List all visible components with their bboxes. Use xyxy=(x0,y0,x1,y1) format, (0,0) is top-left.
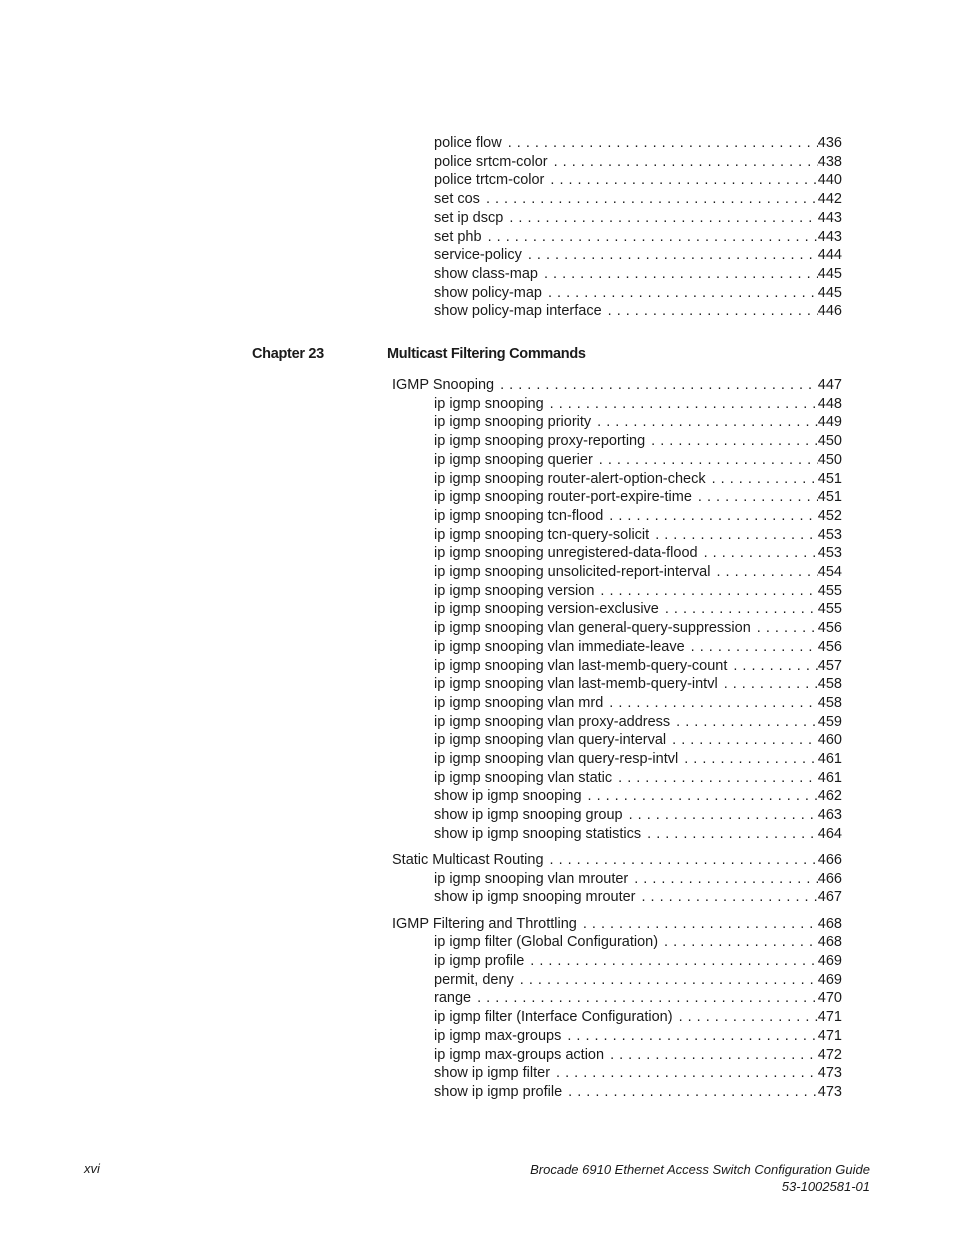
toc-entry-label: show ip igmp filter xyxy=(434,1065,551,1082)
dot-leader xyxy=(509,209,817,228)
toc-entry[interactable] xyxy=(434,488,842,507)
toc-entry-page: 436 xyxy=(817,135,842,151)
dot-leader xyxy=(757,619,818,638)
dot-leader xyxy=(655,526,818,545)
dot-leader xyxy=(609,507,818,526)
toc-entry-page: 438 xyxy=(817,153,842,170)
toc-entry-label: ip igmp max-groups action xyxy=(434,1046,605,1063)
toc-entry-page: 462 xyxy=(817,788,842,805)
toc-entry[interactable] xyxy=(434,888,842,907)
toc-entry-page: 458 xyxy=(817,694,842,711)
toc-entry-label: ip igmp filter (Global Configuration) xyxy=(434,934,659,951)
dot-leader xyxy=(672,731,818,750)
toc-entry[interactable] xyxy=(434,1064,842,1083)
dot-leader xyxy=(488,228,818,247)
chapter-title: Multicast Filtering Commands xyxy=(387,346,586,362)
toc-entry[interactable] xyxy=(434,265,842,284)
toc-entry[interactable] xyxy=(434,971,842,990)
toc-entry-page: 450 xyxy=(817,451,842,468)
toc-entry-label: ip igmp snooping vlan immediate-leave xyxy=(434,638,685,655)
toc-entry[interactable] xyxy=(434,1027,842,1046)
dot-leader xyxy=(520,971,818,990)
dot-leader xyxy=(618,769,818,788)
toc-entry-label: permit, deny xyxy=(434,971,514,988)
footer-doc-info xyxy=(530,1161,870,1195)
toc-entry-page: 455 xyxy=(817,601,842,618)
toc-entry[interactable] xyxy=(434,675,842,694)
toc-entry-label: IGMP Snooping xyxy=(392,377,495,393)
dot-leader xyxy=(528,246,818,265)
toc-entry-page: 452 xyxy=(817,507,842,524)
dot-leader xyxy=(544,265,818,284)
toc-entry-page: 447 xyxy=(817,377,842,393)
toc-entry-label: ip igmp snooping proxy-reporting xyxy=(434,433,646,450)
toc-entry-page: 453 xyxy=(817,526,842,543)
toc-entry-page: 448 xyxy=(817,395,842,412)
toc-entry[interactable] xyxy=(434,228,842,247)
toc-entry[interactable] xyxy=(434,933,842,952)
toc-entry-label: ip igmp snooping querier xyxy=(434,451,593,468)
toc-entry-page: 442 xyxy=(817,191,842,208)
dot-leader xyxy=(583,915,818,934)
toc-entry-page: 457 xyxy=(817,657,842,674)
dot-leader xyxy=(599,451,818,470)
dot-leader xyxy=(556,1064,818,1083)
toc-entry-label: ip igmp snooping tcn-query-solicit xyxy=(434,526,650,543)
toc-entry[interactable] xyxy=(434,638,842,657)
toc-entry-label: ip igmp snooping version-exclusive xyxy=(434,601,659,618)
toc-entry-label: ip igmp snooping tcn-flood xyxy=(434,507,604,524)
toc-entry-page: 468 xyxy=(817,915,842,932)
footer-doc-number: 53-1002581-01 xyxy=(781,1179,870,1194)
toc-entry-label: service-policy xyxy=(434,247,522,264)
toc-entry[interactable] xyxy=(434,952,842,971)
toc-entry-page: 459 xyxy=(817,713,842,730)
toc-entry[interactable] xyxy=(434,451,842,470)
toc-entry-page: 461 xyxy=(817,769,842,786)
toc-entry-label: ip igmp max-groups xyxy=(434,1027,562,1044)
toc-section[interactable] xyxy=(392,851,842,870)
toc-section[interactable] xyxy=(392,915,842,934)
toc-entry-page: 451 xyxy=(817,489,842,506)
dot-leader xyxy=(550,851,818,870)
toc-entry-page: 450 xyxy=(817,433,842,450)
toc-entry-page: 458 xyxy=(817,676,842,693)
toc-entry-label: ip igmp snooping vlan last-memb-query-intvl xyxy=(434,676,718,693)
toc-entry-page: 466 xyxy=(817,852,842,868)
dot-leader xyxy=(704,544,818,563)
toc-entry-page: 446 xyxy=(817,303,842,320)
toc-entry-page: 445 xyxy=(817,265,842,282)
toc-entry[interactable] xyxy=(434,507,842,526)
toc-entry[interactable] xyxy=(434,395,842,414)
dot-leader xyxy=(550,395,818,414)
dot-leader xyxy=(548,284,818,303)
toc-entry-label: range xyxy=(434,990,472,1007)
toc-entry[interactable] xyxy=(434,713,842,732)
toc-entry-label: set phb xyxy=(434,228,482,245)
toc-entry-page: 443 xyxy=(817,209,842,226)
toc-entry[interactable] xyxy=(434,825,842,844)
toc-entry-label: ip igmp snooping vlan mrouter xyxy=(434,870,629,887)
toc-entry[interactable] xyxy=(434,750,842,769)
toc-entry[interactable] xyxy=(434,787,842,806)
toc-entry-label: IGMP Filtering and Throttling xyxy=(392,915,577,932)
dot-leader xyxy=(629,806,818,825)
toc-entry-page: 456 xyxy=(817,620,842,637)
toc-entry-page: 473 xyxy=(817,1065,842,1082)
dot-leader xyxy=(477,989,818,1008)
toc-entry-page: 460 xyxy=(817,732,842,749)
footer-page-number: xvi xyxy=(84,1161,100,1176)
dot-leader xyxy=(698,488,818,507)
toc-entry-label: show policy-map xyxy=(434,284,542,301)
dot-leader xyxy=(508,134,818,153)
toc-entry-label: ip igmp snooping router-port-expire-time xyxy=(434,489,692,506)
dot-leader xyxy=(567,1027,817,1046)
toc-entry[interactable] xyxy=(434,1046,842,1065)
dot-leader xyxy=(724,675,818,694)
toc-entry[interactable] xyxy=(434,1008,842,1027)
toc-entry[interactable] xyxy=(434,134,842,153)
dot-leader xyxy=(609,694,818,713)
toc-entry[interactable] xyxy=(434,769,842,788)
toc-entry-label: ip igmp snooping vlan proxy-address xyxy=(434,713,671,730)
dot-leader xyxy=(597,413,818,432)
toc-entry[interactable] xyxy=(434,284,842,303)
toc-entry-label: show ip igmp snooping xyxy=(434,788,582,805)
toc-entry[interactable] xyxy=(434,302,842,321)
toc-entry[interactable] xyxy=(434,600,842,619)
toc-entry[interactable] xyxy=(434,731,842,750)
toc-entry-page: 466 xyxy=(817,870,842,887)
dot-leader xyxy=(712,470,818,489)
toc-entry-label: ip igmp snooping priority xyxy=(434,414,592,431)
dot-leader xyxy=(486,190,818,209)
toc-entry-label: show ip igmp snooping statistics xyxy=(434,825,642,842)
toc-entry[interactable] xyxy=(434,619,842,638)
toc-entry[interactable] xyxy=(434,1083,842,1102)
toc-entry-label: show ip igmp snooping mrouter xyxy=(434,889,636,906)
toc-entry-label: ip igmp profile xyxy=(434,953,525,969)
dot-leader xyxy=(610,1046,818,1065)
toc-entry-page: 451 xyxy=(817,470,842,487)
toc-entry-page: 472 xyxy=(817,1046,842,1063)
dot-leader xyxy=(600,582,817,601)
dot-leader xyxy=(647,825,818,844)
toc-entry-page: 473 xyxy=(817,1083,842,1100)
dot-leader xyxy=(716,563,817,582)
toc-entry-label: ip igmp snooping xyxy=(434,395,544,412)
toc-entry[interactable] xyxy=(434,153,842,172)
dot-leader xyxy=(733,657,817,676)
toc-entry-page: 444 xyxy=(817,247,842,264)
chapter-number: Chapter 23 xyxy=(252,346,324,362)
toc-entry[interactable] xyxy=(434,526,842,545)
dot-leader xyxy=(664,933,818,952)
toc-entry[interactable] xyxy=(434,657,842,676)
dot-leader xyxy=(500,376,818,395)
dot-leader xyxy=(665,600,818,619)
toc-entry-page: 470 xyxy=(817,990,842,1007)
toc-entry-label: ip igmp snooping vlan static xyxy=(434,769,613,786)
dot-leader xyxy=(634,870,818,889)
toc-entry-page: 468 xyxy=(817,934,842,951)
toc-entry[interactable] xyxy=(434,870,842,889)
toc-entry-page: 440 xyxy=(817,172,842,189)
toc-entry-page: 454 xyxy=(817,564,842,580)
dot-leader xyxy=(684,750,818,769)
toc-entry-label: police trtcm-color xyxy=(434,172,545,189)
toc-entry[interactable] xyxy=(434,246,842,265)
toc-entry-label: ip igmp snooping unregistered-data-flood xyxy=(434,545,698,562)
dot-leader xyxy=(679,1008,818,1027)
toc-entry[interactable] xyxy=(434,470,842,489)
toc-entry-label: ip igmp snooping vlan general-query-suppression xyxy=(434,620,751,637)
toc-entry[interactable] xyxy=(434,694,842,713)
dot-leader xyxy=(691,638,818,657)
toc-entry[interactable] xyxy=(434,209,842,228)
toc-entry-page: 471 xyxy=(817,1009,842,1026)
toc-entry-page: 461 xyxy=(817,751,842,767)
dot-leader xyxy=(608,302,818,321)
toc-entry-label: set cos xyxy=(434,191,480,208)
toc-entry-label: police flow xyxy=(434,135,502,151)
toc-entry[interactable] xyxy=(434,171,842,190)
dot-leader xyxy=(550,171,817,190)
toc-entry-page: 456 xyxy=(817,638,842,655)
toc-entry-label: show class-map xyxy=(434,265,538,282)
toc-entry[interactable] xyxy=(434,806,842,825)
toc-entry-page: 464 xyxy=(817,825,842,842)
toc-entry-label: ip igmp snooping unsolicited-report-interval xyxy=(434,564,711,580)
dot-leader xyxy=(676,713,818,732)
dot-leader xyxy=(588,787,818,806)
dot-leader xyxy=(568,1083,818,1102)
dot-leader xyxy=(530,952,818,971)
toc-entry-label: ip igmp snooping router-alert-option-check xyxy=(434,470,706,487)
toc-entry-label: ip igmp filter (Interface Configuration) xyxy=(434,1009,673,1026)
toc-entry-label: ip igmp snooping vlan query-resp-intvl xyxy=(434,751,679,767)
toc-entry-page: 471 xyxy=(817,1027,842,1044)
toc-entry-label: ip igmp snooping vlan last-memb-query-count xyxy=(434,657,728,674)
toc-entry[interactable] xyxy=(434,544,842,563)
toc-entry[interactable] xyxy=(434,989,842,1008)
toc-entry-page: 469 xyxy=(817,971,842,988)
toc-entry-page: 449 xyxy=(817,414,842,431)
toc-entry-page: 443 xyxy=(817,228,842,245)
toc-entry[interactable] xyxy=(434,563,842,582)
toc-entry[interactable] xyxy=(434,190,842,209)
dot-leader xyxy=(651,432,818,451)
toc-entry-label: show ip igmp snooping group xyxy=(434,807,623,824)
toc-entry-label: ip igmp snooping vlan mrd xyxy=(434,694,604,711)
toc-entry-label: Static Multicast Routing xyxy=(392,852,544,868)
toc-entry-label: show ip igmp profile xyxy=(434,1083,563,1100)
toc-entry-label: police srtcm-color xyxy=(434,153,548,170)
toc-entry-label: show policy-map interface xyxy=(434,303,602,320)
toc-entry[interactable] xyxy=(434,432,842,451)
toc-entry-label: ip igmp snooping vlan query-interval xyxy=(434,732,667,749)
dot-leader xyxy=(642,888,818,907)
toc-entry-page: 455 xyxy=(817,582,842,599)
footer-doc-title: Brocade 6910 Ethernet Access Switch Configuration Guide xyxy=(530,1162,870,1177)
toc-entry-label: set ip dscp xyxy=(434,209,504,226)
toc-entry-page: 453 xyxy=(817,545,842,562)
dot-leader xyxy=(554,153,818,172)
toc-entry-page: 467 xyxy=(817,889,842,906)
toc-entry-label: ip igmp snooping version xyxy=(434,582,595,599)
toc-section[interactable] xyxy=(392,376,842,395)
toc-entry-page: 469 xyxy=(817,953,842,969)
toc-entry[interactable] xyxy=(434,413,842,432)
toc-entry[interactable] xyxy=(434,582,842,601)
toc-entry-page: 463 xyxy=(817,807,842,824)
toc-entry-page: 445 xyxy=(817,284,842,301)
